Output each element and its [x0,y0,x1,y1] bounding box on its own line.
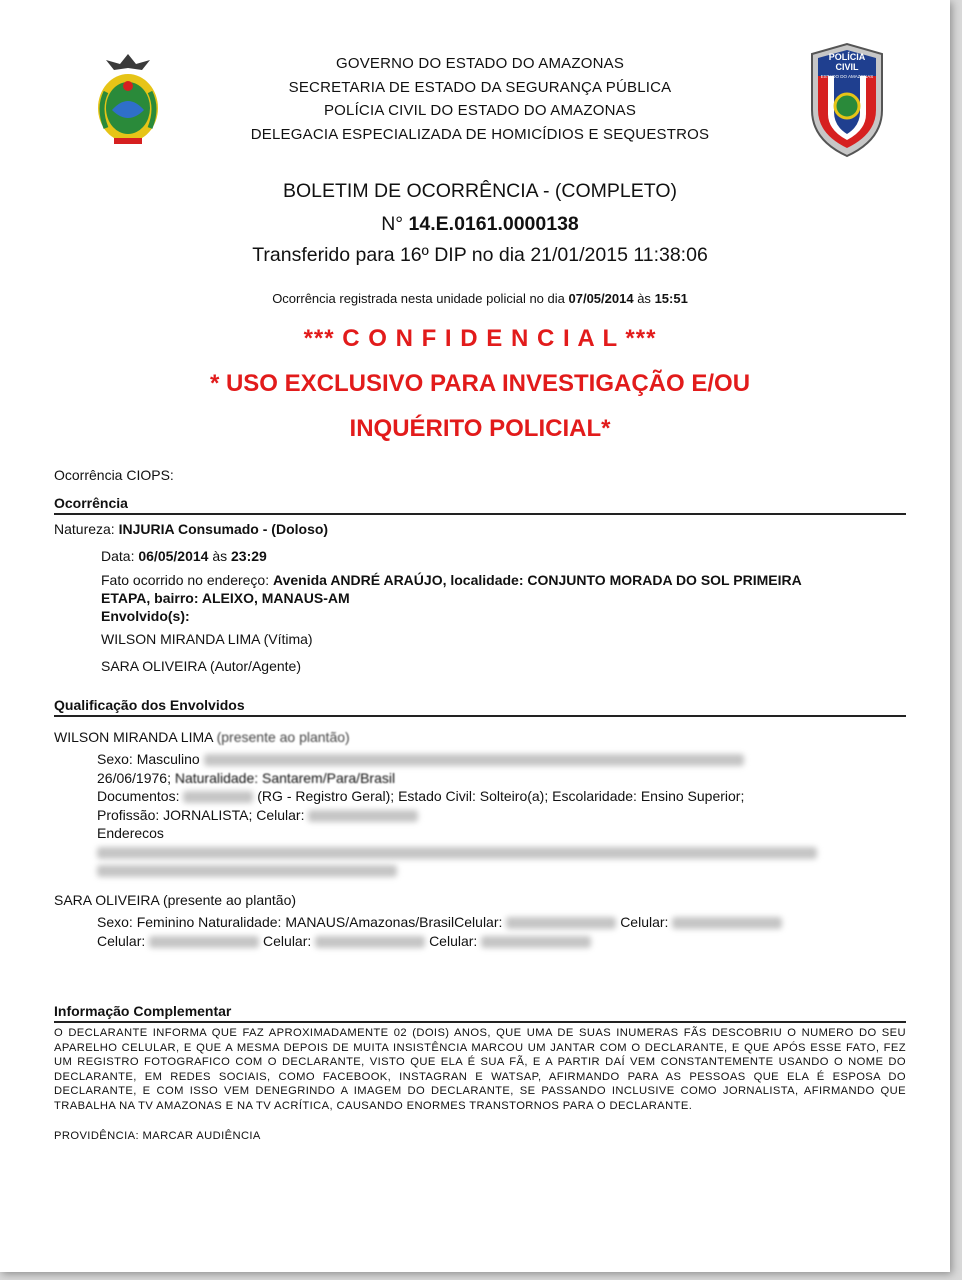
person-2-details [97,913,907,951]
registration-prefix: Ocorrência registrada nesta unidade policial no dia [272,291,565,306]
section-informacao: Informação Complementar [54,1003,906,1023]
natureza-line [54,521,328,537]
person-2-name: SARA OLIVEIRA (presente ao plantão) [54,892,297,908]
section-qualificacao: Qualificação dos Envolvidos [54,697,906,717]
person-1-details [97,750,907,843]
badge-estado-text: ESTADO DO AMAZONAS [820,74,874,79]
person-1-enderecos: Enderecos [97,825,164,841]
documentos-label: Documentos: [97,788,180,804]
header-line-4: DELEGACIA ESPECIALIZADA DE HOMICÍDIOS E SEQUESTROS [250,126,710,143]
data-at: às [212,548,228,564]
person-2-celular-label: Celular: [620,914,669,930]
person-1-name: WILSON MIRANDA LIMA [54,729,213,745]
natureza-label: Natureza: [54,521,115,537]
registration-date: 07/05/2014 [568,291,634,306]
informacao-text: O DECLARANTE INFORMA QUE FAZ APROXIMADAMENTE 02 (DOIS) ANOS, QUE UMA DE SUAS INUMERAS FÃS DESCOBRIU O NUMERO DO SEU APARELHO CELULAR, E QUE A MESMA DEPOIS DE MUITA INSISTÊNCIA MARCOU UM JANTAR COM O DECLARANTE, E QUE APÓS ESSE FATO, FEZ UM REGISTRO FOTOGRAFICO COM O DECLARANTE, VISTO QUE ELA É SUA FÃ, E A PARTIR DAÍ VEM CONSTANTEMENTE USANDO O NOME DO DECLARANTE, EM REDES SOCIAIS, COMO FACEBOOK, INSTAGRAN E WATSAP, AFIRMANDO PARA AS PESSOAS QUE ELA É ESPOSA DO DECLARANTE, E COM ISSO VEM DENEGRINDO A IMAGEM DO DECLARANTE, SE PASSANDO INCLUSIVE COMO JORNALISTA, AFIRMANDO QUE TRABALHA NA TV AMAZONAS E NA TV ACRÍTICA, CAUSANDO ENORMES TRANSTORNOS PARA O DECLARANTE. [54,1027,906,1112]
endereco-value-2: ETAPA, bairro: ALEIXO, MANAUS-AM [101,590,350,606]
warning-line-1: * USO EXCLUSIVO PARA INVESTIGAÇÃO E/OU [209,370,751,397]
person-1-name-line [54,729,350,745]
badge-policia-text: POLÍCIA [828,52,866,62]
endereco-block [101,571,911,625]
documentos-rest: (RG - Registro Geral); Estado Civil: Solteiro(a); Escolaridade: Ensino Superior; [257,788,745,804]
envolvidos-label-line [101,607,911,625]
boletim-number-line [150,213,810,236]
data-label: Data: [101,548,135,564]
boletim-title: BOLETIM DE OCORRÊNCIA - (COMPLETO) [282,180,678,202]
natureza-value: INJURIA Consumado - (Doloso) [118,521,329,537]
person-1-birth: 26/06/1976; [97,769,171,786]
person-1-line-1 [97,750,907,769]
badge-civil-text: CIVIL [835,62,859,72]
redacted-block [204,754,744,766]
redacted-block [481,936,591,948]
envolvido-1: WILSON MIRANDA LIMA (Vítima) [101,631,313,647]
warning-line-2: INQUÉRITO POLICIAL* [349,415,611,442]
person-1-line-3 [97,787,907,806]
header-line-1: GOVERNO DO ESTADO DO AMAZONAS [335,55,625,72]
section-ocorrencia: Ocorrência [54,495,906,515]
ciops-label: Ocorrência CIOPS: [54,467,174,483]
registration-line [150,291,810,306]
person-1-profissao: Profissão: JORNALISTA; Celular: [97,806,305,823]
person-2-line-1 [97,913,907,932]
transfer-line: Transferido para 16º DIP no dia 21/01/2015 11:38:06 [252,244,708,266]
confidential-banner: *** C O N F I D E N C I A L *** [303,325,657,352]
envolvido-2: SARA OLIVEIRA (Autor/Agente) [101,658,301,674]
person-1-sexo: Sexo: Masculino [97,751,200,767]
endereco-value-1: Avenida ANDRÉ ARAÚJO, localidade: CONJUNTO MORADA DO SOL PRIMEIRA [273,572,802,588]
redacted-block [315,936,425,948]
person-1-line-4 [97,806,907,825]
registration-at: às [637,291,651,306]
number-label: N° [381,213,404,235]
data-value: 06/05/2014 [138,548,209,564]
redacted-block [149,936,259,948]
person-1-naturalidade: Naturalidade: Santarem/Para/Brasil [174,769,396,786]
person-1-line-5 [97,824,907,843]
person-2-celular-label: Celular: [429,933,478,949]
redacted-block [308,810,418,822]
endereco-line-1 [101,571,911,589]
person-2-line-1-text: Sexo: Feminino Naturalidade: MANAUS/Amazonas/BrasilCelular: [97,914,503,930]
redacted-block [183,791,253,803]
envolvidos-label: Envolvido(s): [101,608,190,624]
person-2-line-2 [97,932,907,951]
header-line-3: POLÍCIA CIVIL DO ESTADO DO AMAZONAS [323,102,637,119]
hora-value: 23:29 [231,548,267,564]
endereco-line-2 [101,589,911,607]
registration-time: 15:51 [654,291,688,306]
endereco-label: Fato ocorrido no endereço: [101,572,270,588]
redacted-block [506,917,616,929]
amazonas-emblem-icon [92,52,164,148]
policia-civil-badge [806,40,888,160]
boletim-number: 14.E.0161.0000138 [408,213,579,235]
redacted-address [97,845,817,879]
providencia-text: PROVIDÊNCIA: MARCAR AUDIÊNCIA [54,1130,261,1142]
person-2-celular-label: Celular: [97,933,146,949]
redacted-block [672,917,782,929]
person-1-line-2 [97,769,907,788]
person-2-celular-label: Celular: [263,933,312,949]
person-1-status: (presente ao plantão) [216,729,350,745]
data-line [101,548,267,564]
header-line-2: SECRETARIA DE ESTADO DA SEGURANÇA PÚBLICA [288,79,672,96]
